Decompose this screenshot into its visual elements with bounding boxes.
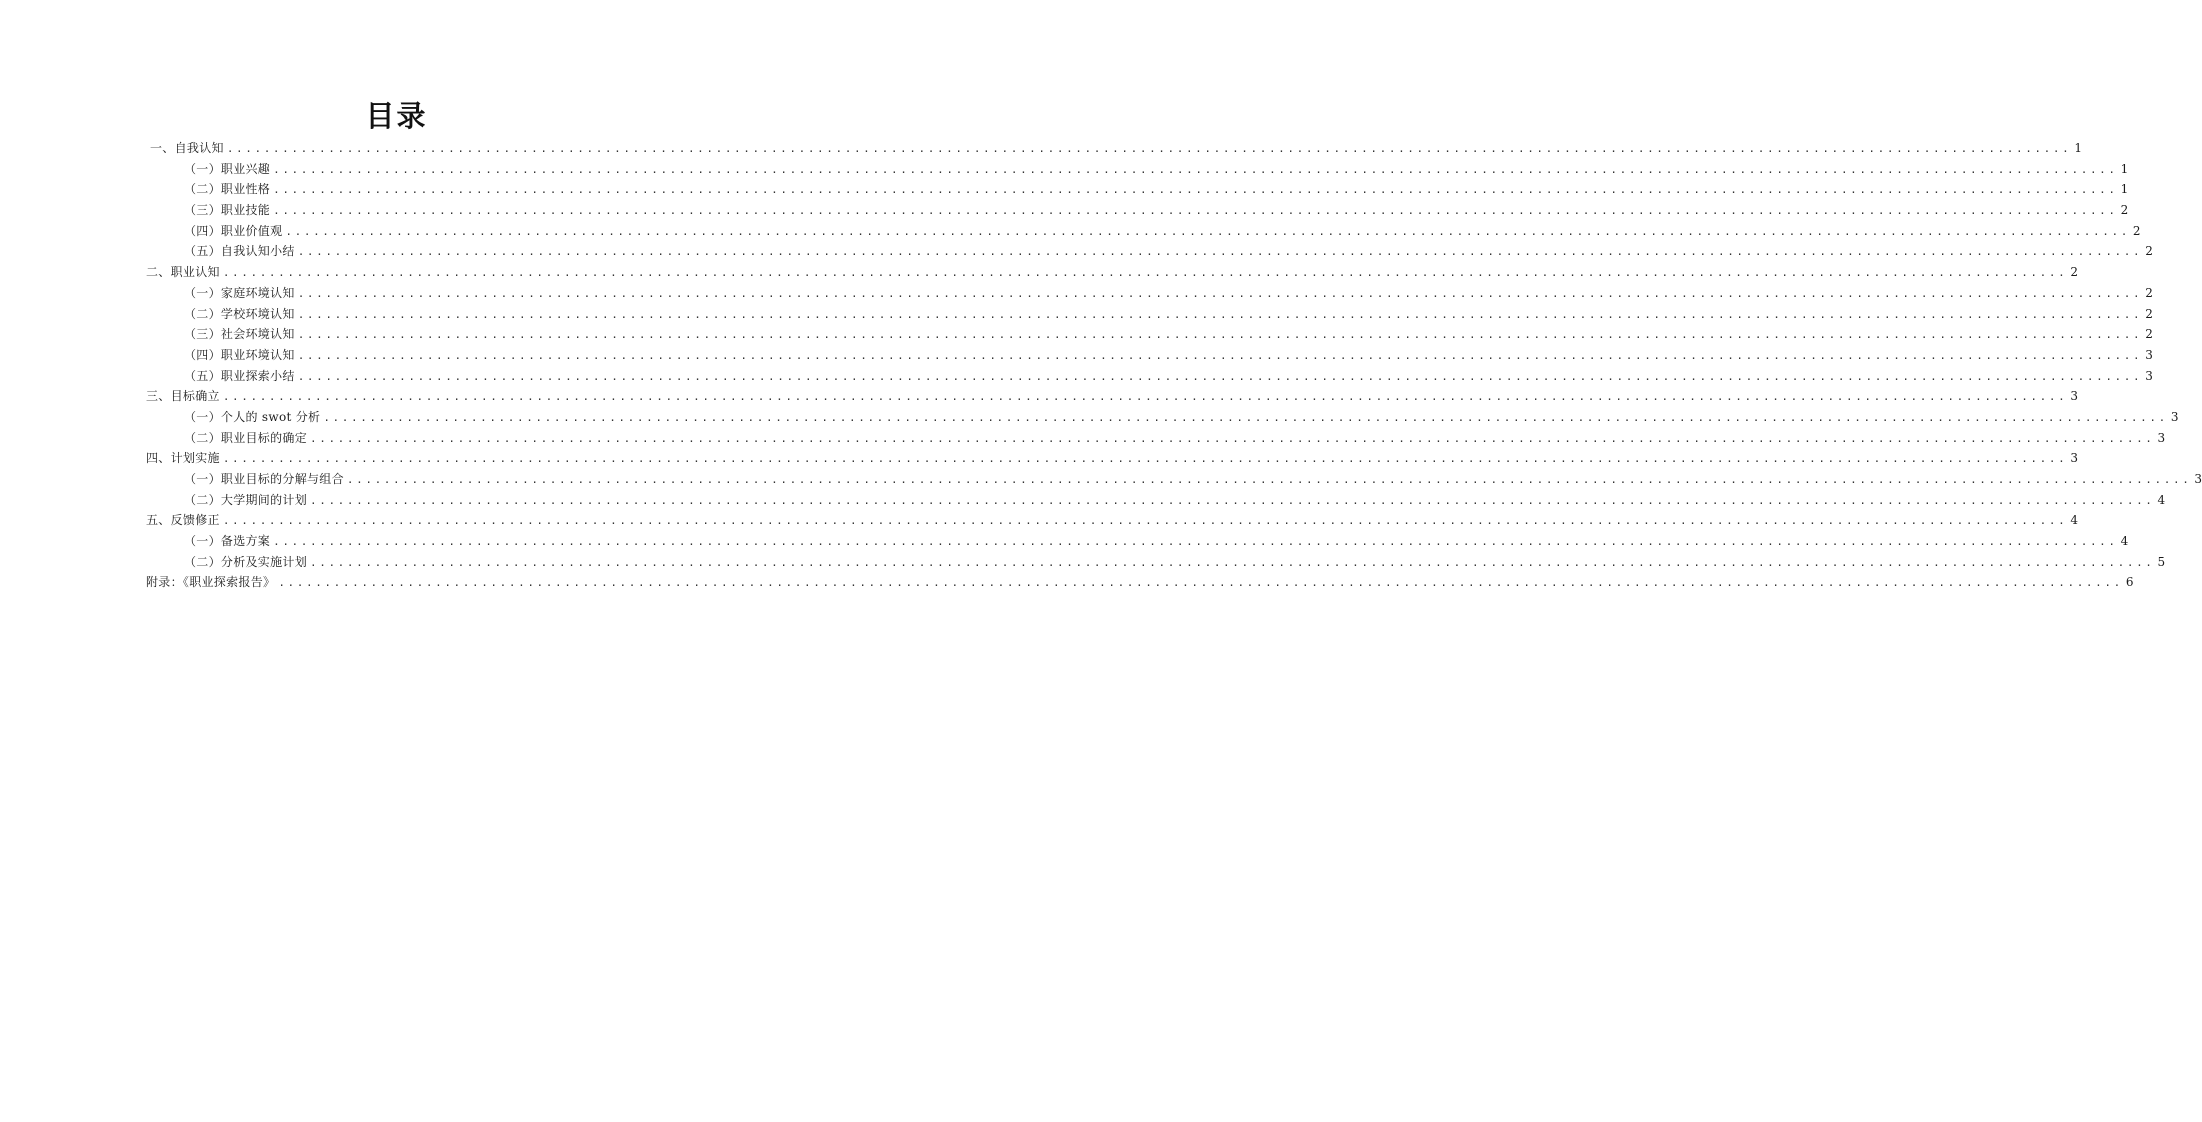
toc-entry-text: （二）学校环境认知 [184,306,295,321]
toc-entry-text: （五）自我认知小结 [184,244,295,259]
dot-leader: ........................................................................................................................................................................................................ [222,266,2068,280]
dot-leader: ........................................................................................................................................................................................................ [297,369,2143,383]
toc-page-number: 2 [2070,265,2078,280]
toc-entry-text: （一）个人的 swot 分析 [184,409,321,424]
toc-entry-text: 一、自我认知 [150,141,224,155]
toc-page-number: 3 [2070,451,2078,466]
dot-leader: ........................................................................................................................................................................................................ [273,183,2118,197]
dot-leader: ........................................................................................................................................................................................................ [297,245,2143,259]
toc-entry[interactable] [146,138,2082,159]
toc-entry[interactable] [146,552,2166,573]
toc-entry[interactable] [146,221,2141,242]
dot-leader: ........................................................................................................................................................................................................ [297,348,2143,362]
toc-page-number: 4 [2157,492,2166,507]
toc-page-number: 3 [2145,368,2153,383]
toc-page-number: 1 [2074,141,2082,155]
toc-entry-text: （三）职业技能 [184,203,271,218]
dot-leader: ........................................................................................................................................................................................................ [273,162,2118,176]
toc-page-number: 2 [2145,327,2153,342]
toc-entry[interactable] [146,262,2078,283]
dot-leader: ........................................................................................................................................................................................................ [346,473,2192,486]
toc-entry[interactable] [146,200,2129,221]
toc-entry[interactable] [146,283,2153,304]
dot-leader: ........................................................................................................................................................................................................ [285,224,2130,238]
dot-leader: ........................................................................................................................................................................................................ [310,431,2155,445]
dot-leader: ........................................................................................................................................................................................................ [222,514,2068,528]
toc-page-number: 4 [2070,513,2078,528]
toc-entry-text: （二）大学期间的计划 [184,492,308,507]
toc-title: 目录 [365,99,428,133]
toc-page-number: 3 [2145,347,2153,362]
toc-entry-text: 附录：《职业探索报告》 [146,575,276,590]
toc-page-number: 2 [2145,306,2153,321]
toc-page-number: 2 [2145,244,2153,259]
toc-entry[interactable] [146,469,2202,490]
dot-leader: ........................................................................................................................................................................................................ [310,555,2155,569]
toc-entry-text: （一）职业目标的分解与组合 [184,472,344,486]
toc-page-number: 5 [2157,554,2166,569]
dot-leader: ........................................................................................................................................................................................................ [222,452,2068,466]
toc-page-number: 2 [2132,223,2141,238]
toc-page-number: 4 [2120,534,2129,549]
toc-entry[interactable] [146,531,2129,552]
toc-page-number: 6 [2125,575,2134,590]
dot-leader: ........................................................................................................................................................................................................ [323,410,2168,424]
toc-entry[interactable] [146,241,2153,262]
toc-entry[interactable] [146,407,2179,428]
toc-entry[interactable] [146,304,2153,325]
toc-entry-text: （五）职业探索小结 [184,368,295,383]
toc-page-number: 3 [2194,472,2202,486]
dot-leader: ........................................................................................................................................................................................................ [273,204,2118,218]
toc-page-number: 1 [2120,182,2129,197]
toc-page-number: 3 [2070,389,2078,404]
toc-entry-text: （一）备选方案 [184,534,271,549]
toc-page-number: 3 [2157,430,2166,445]
toc-entry-text: 五、反馈修正 [146,513,220,528]
table-of-contents [146,138,2202,593]
toc-page-number: 2 [2120,203,2129,218]
toc-entry-text: 四、计划实施 [146,451,220,466]
dot-leader: ........................................................................................................................................................................................................ [297,286,2143,300]
toc-page-number: 1 [2120,161,2129,176]
toc-entry-text: （二）职业目标的确定 [184,430,308,445]
dot-leader: ........................................................................................................................................................................................................ [297,328,2143,342]
toc-entry[interactable] [146,572,2134,593]
toc-entry[interactable] [146,159,2129,180]
toc-entry[interactable] [146,428,2166,449]
toc-entry[interactable] [146,324,2153,345]
toc-entry[interactable] [146,179,2129,200]
toc-entry-text: （一）家庭环境认知 [184,285,295,300]
dot-leader: ........................................................................................................................................................................................................ [310,493,2155,507]
dot-leader: ........................................................................................................................................................................................................ [278,576,2123,590]
toc-page-number: 2 [2145,285,2153,300]
toc-entry-text: （四）职业环境认知 [184,347,295,362]
toc-entry[interactable] [146,386,2078,407]
toc-entry[interactable] [146,510,2078,531]
dot-leader: ........................................................................................................................................................................................................ [226,142,2072,155]
toc-entry[interactable] [146,490,2166,511]
toc-entry-text: （二）分析及实施计划 [184,554,308,569]
toc-entry-text: （四）职业价值观 [184,223,283,238]
dot-leader: ........................................................................................................................................................................................................ [273,535,2118,549]
toc-entry-text: 二、职业认知 [146,265,220,280]
toc-entry[interactable] [146,345,2153,366]
toc-entry[interactable] [146,366,2153,387]
toc-entry-text: 三、目标确立 [146,389,220,404]
toc-entry-text: （三）社会环境认知 [184,327,295,342]
dot-leader: ........................................................................................................................................................................................................ [222,390,2068,404]
toc-entry[interactable] [146,448,2078,469]
toc-entry-text: （二）职业性格 [184,182,271,197]
dot-leader: ........................................................................................................................................................................................................ [297,307,2143,321]
toc-entry-text: （一）职业兴趣 [184,161,271,176]
toc-page-number: 3 [2170,409,2179,424]
